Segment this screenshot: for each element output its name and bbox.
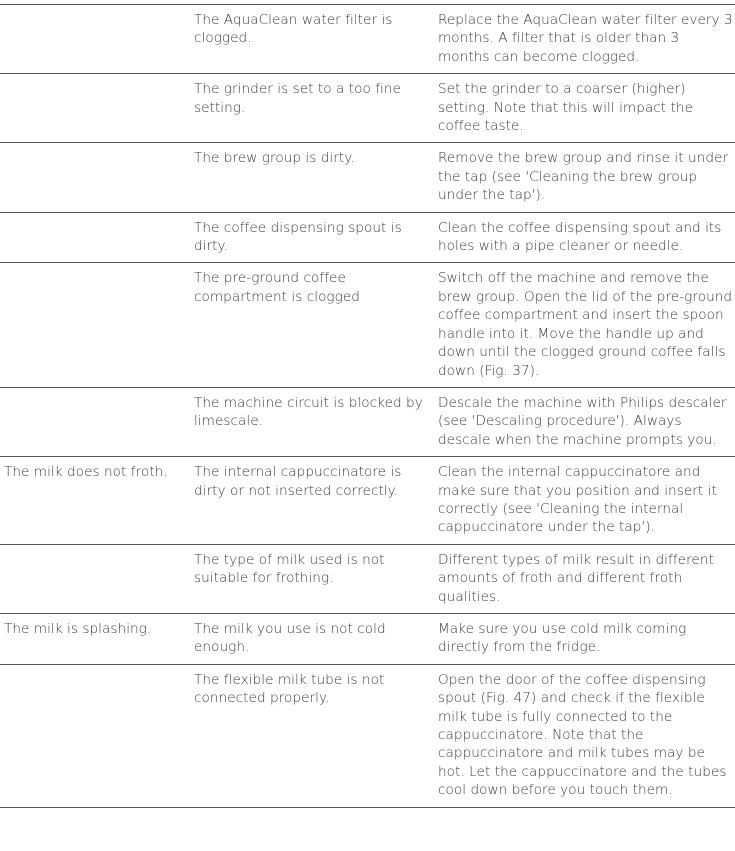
cause-cell: The grinder is set to a too fine setting. [194, 81, 401, 116]
table-row [0, 387, 735, 456]
table-row [0, 544, 735, 613]
solution-cell: Clean the internal cappuccinatore and make sure that you position and insert it correctly (see 'Cleaning the internal cappuccinatore under the tap'). [438, 464, 717, 536]
problem-cell: The milk is splashing. [4, 620, 152, 637]
problem-cell [0, 387, 189, 456]
table-row [0, 263, 735, 387]
problem-cell [0, 143, 189, 212]
troubleshooting-table [0, 4, 735, 808]
cause-cell: The brew group is dirty. [194, 150, 355, 167]
solution-cell: Open the door of the coffee dispensing spout (Fig. 47) and check if the flexible milk tube is fully connected to the cappuccinatore. Note that the cappuccinatore and milk tubes may be hot. Let the cappuccinatore and the tubes cool down before you touch them. [438, 671, 727, 799]
table-row [0, 457, 735, 545]
problem-cell [0, 544, 189, 613]
solution-cell: Make sure you use cold milk coming directly from the fridge. [438, 620, 687, 656]
table-row [0, 74, 735, 143]
problem-cell [0, 5, 189, 74]
table-row [0, 143, 735, 212]
solution-cell: Switch off the machine and remove the brew group. Open the lid of the pre-ground coffee compartment and insert the spoon handle into it. Move the handle up and down until the clogged ground coffee falls down (Fig. 37). [438, 270, 733, 379]
problem-cell [0, 263, 189, 387]
cause-cell: The AquaClean water filter is clogged. [194, 12, 393, 47]
solution-cell: Replace the AquaClean water filter every 3 months. A filter that is older than 3 months can become clogged. [438, 12, 733, 65]
problem-cell [0, 664, 189, 807]
cause-cell: The flexible milk tube is not connected properly. [194, 671, 385, 707]
solution-cell: Remove the brew group and rinse it under the tap (see 'Cleaning the brew group under the tap'). [438, 150, 729, 204]
solution-cell: Clean the coffee dispensing spout and its holes with a pipe cleaner or needle. [438, 219, 722, 255]
solution-cell: Different types of milk result in different amounts of froth and different froth qualities. [438, 551, 714, 605]
cause-cell: The pre-ground coffee compartment is clogged [194, 270, 360, 305]
table-row [0, 664, 735, 807]
solution-cell: Set the grinder to a coarser (higher) setting. Note that this will impact the coffee taste. [438, 81, 693, 135]
cause-cell: The type of milk used is not suitable for frothing. [194, 551, 385, 587]
problem-cell [0, 212, 189, 263]
problem-cell [0, 74, 189, 143]
cause-cell: The internal cappuccinatore is dirty or not inserted correctly. [194, 464, 402, 499]
table-row [0, 613, 735, 664]
problem-cell: The milk does not froth. [4, 464, 168, 481]
solution-cell: Descale the machine with Philips descaler (see 'Descaling procedure'). Always descale when the machine prompts you. [438, 394, 727, 448]
cause-cell: The machine circuit is blocked by limescale. [194, 394, 423, 430]
troubleshooting-table-body [0, 5, 735, 808]
table-row [0, 5, 735, 74]
table-row [0, 212, 735, 263]
cause-cell: The milk you use is not cold enough. [194, 620, 386, 656]
cause-cell: The coffee dispensing spout is dirty. [194, 219, 402, 255]
